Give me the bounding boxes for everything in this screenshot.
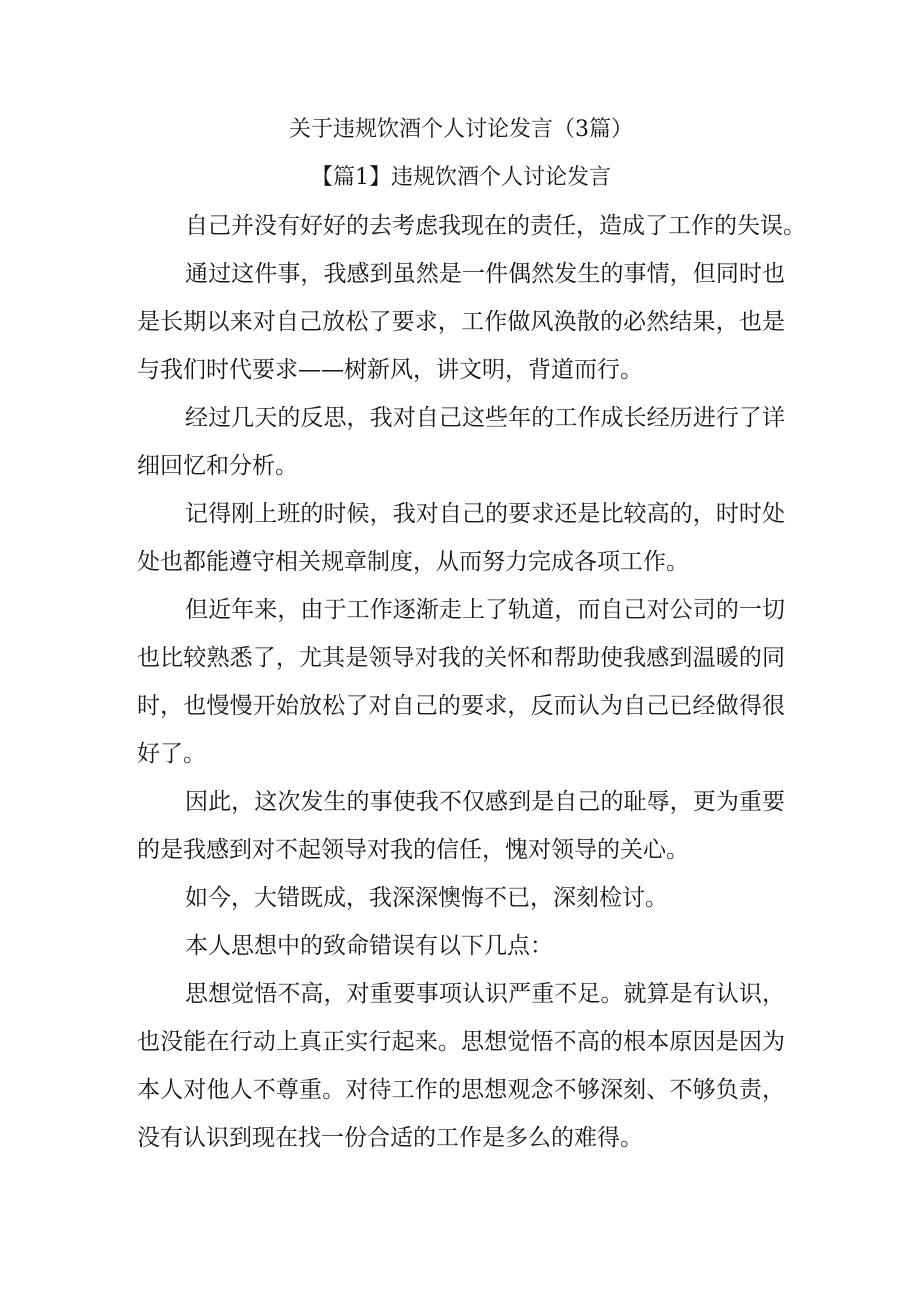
paragraph-line: 没有认识到现在找一份合适的工作是多么的难得。 [137, 1125, 643, 1151]
section-heading: 【篇1】违规饮酒个人讨论发言 [311, 165, 611, 190]
paragraph-line: 因此，这次发生的事使我不仅感到是自己的耻辱，更为重要 [185, 789, 785, 815]
paragraph-line: 通过这件事，我感到虽然是一件偶然发生的事情，但同时也 [185, 261, 785, 287]
paragraph-line: 但近年来，由于工作逐渐走上了轨道，而自己对公司的一切 [185, 597, 785, 623]
paragraph-6 [137, 778, 785, 874]
paragraph-line: 处也都能遵守相关规章制度，从而努力完成各项工作。 [137, 549, 689, 575]
paragraph-2 [137, 250, 785, 394]
paragraph-line: 是长期以来对自己放松了要求，工作做风涣散的必然结果，也是 [137, 309, 785, 335]
paragraph-line: 细回忆和分析。 [137, 453, 298, 479]
paragraph-line: 好了。 [137, 741, 206, 767]
paragraph-3 [137, 394, 785, 490]
paragraph-line: 如今，大错既成，我深深懊悔不已，深刻检讨。 [185, 885, 668, 911]
document-body [137, 106, 806, 1162]
paragraph-line: 本人对他人不尊重。对待工作的思想观念不够深刻、不够负责， [137, 1077, 785, 1103]
paragraph-line: 自己并没有好好的去考虑我现在的责任，造成了工作的失误。 [185, 213, 806, 239]
paragraph-7 [137, 874, 785, 922]
paragraph-line: 本人思想中的致命错误有以下几点： [185, 933, 553, 959]
paragraph-4 [137, 490, 785, 586]
paragraph-9 [137, 970, 785, 1162]
paragraph-line: 经过几天的反思，我对自己这些年的工作成长经历进行了详 [185, 405, 785, 431]
paragraph-line: 记得刚上班的时候，我对自己的要求还是比较高的，时时处 [185, 501, 785, 527]
paragraph-1 [137, 202, 806, 250]
paragraph-line: 与我们时代要求——树新风，讲文明，背道而行。 [137, 357, 643, 383]
document-title: 关于违规饮酒个人讨论发言（3篇） [289, 117, 633, 142]
paragraph-line: 时，也慢慢开始放松了对自己的要求，反而认为自己已经做得很 [137, 693, 785, 719]
paragraph-line: 也没能在行动上真正实行起来。思想觉悟不高的根本原因是因为 [137, 1029, 785, 1055]
paragraph-line: 的是我感到对不起领导对我的信任，愧对领导的关心。 [137, 837, 689, 863]
paragraph-line: 思想觉悟不高，对重要事项认识严重不足。就算是有认识， [185, 981, 785, 1007]
paragraph-8 [137, 922, 785, 970]
paragraph-line: 也比较熟悉了，尤其是领导对我的关怀和帮助使我感到温暖的同 [137, 645, 785, 671]
paragraph-5 [137, 586, 785, 778]
